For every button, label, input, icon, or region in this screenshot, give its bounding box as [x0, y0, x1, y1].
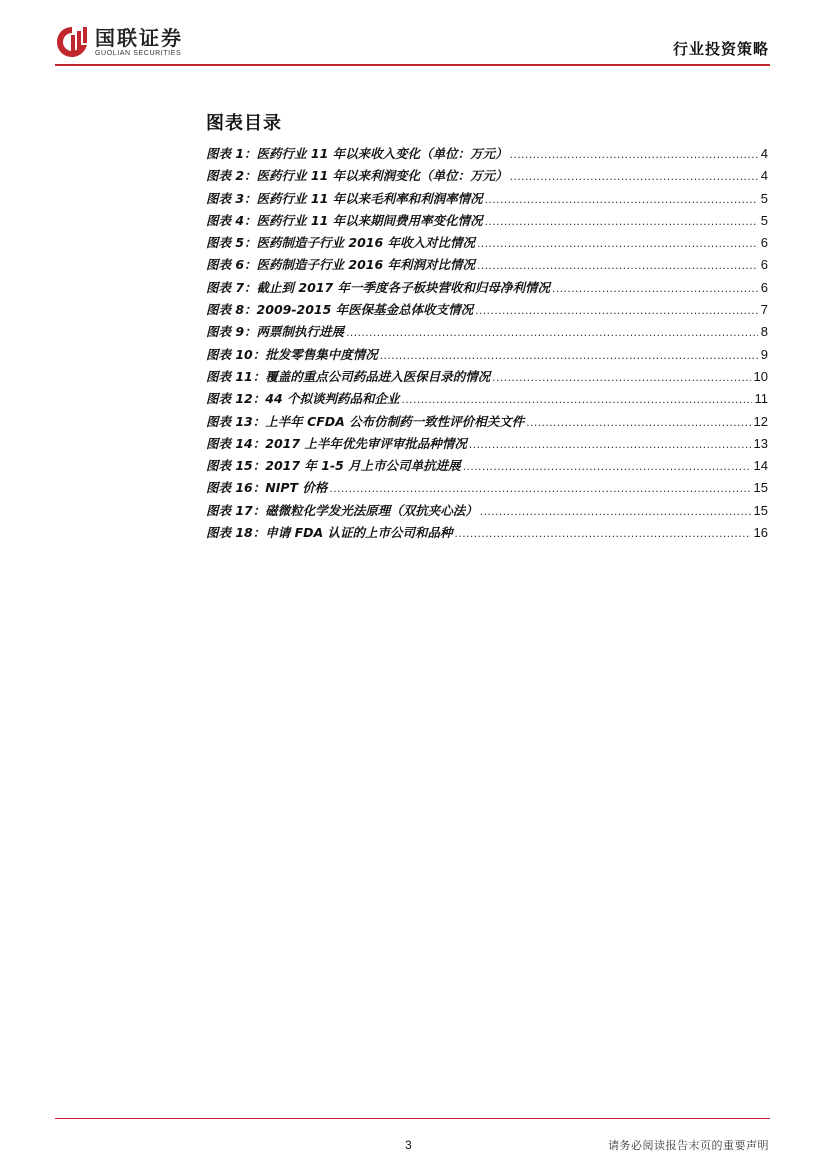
toc-item[interactable] [206, 344, 768, 366]
toc-item-label: 图表 2：医药行业 11 年以来利润变化（单位：万元） [206, 168, 508, 184]
toc-leader-dots [480, 500, 751, 522]
toc-item[interactable] [206, 210, 768, 232]
toc-leader-dots [477, 254, 758, 276]
toc-item-label: 图表 3：医药行业 11 年以来毛利率和利润率情况 [206, 190, 483, 206]
toc-item[interactable] [206, 321, 768, 343]
toc-item[interactable] [206, 411, 768, 433]
toc-leader-dots [469, 433, 751, 455]
toc-leader-dots [510, 143, 758, 165]
toc-item[interactable] [206, 388, 768, 410]
toc-item-label: 图表 17：磁微粒化学发光法原理（双抗夹心法） [206, 502, 478, 518]
page-header [0, 0, 827, 70]
toc-item-label: 图表 7：截止到 2017 年一季度各子板块营收和归母净利情况 [206, 279, 551, 295]
toc-item-page: 10 [753, 368, 768, 384]
toc-item[interactable] [206, 232, 768, 254]
toc-item[interactable] [206, 299, 768, 321]
company-logo [55, 22, 225, 62]
toc-item[interactable] [206, 143, 768, 165]
toc-list [206, 143, 768, 544]
toc-item-label: 图表 16：NIPT 价格 [206, 480, 328, 496]
toc-item-page: 12 [753, 413, 768, 429]
toc-item-label: 图表 6：医药制造子行业 2016 年利润对比情况 [206, 257, 476, 273]
toc-item-label: 图表 18：申请 FDA 认证的上市公司和品种 [206, 525, 453, 541]
toc-leader-dots [485, 210, 758, 232]
toc-item-page: 11 [754, 391, 768, 407]
toc-leader-dots [463, 455, 751, 477]
toc-item-page: 14 [753, 458, 768, 474]
toc-item-page: 5 [760, 190, 768, 206]
toc-item[interactable] [206, 188, 768, 210]
toc-item[interactable] [206, 522, 768, 544]
toc-title: 图表目录 [206, 113, 282, 134]
toc-leader-dots [380, 344, 758, 366]
toc-item-page: 16 [753, 525, 768, 541]
toc-item-label: 图表 8：2009-2015 年医保基金总体收支情况 [206, 302, 474, 318]
toc-leader-dots [526, 411, 750, 433]
toc-leader-dots [477, 232, 758, 254]
toc-item-label: 图表 5：医药制造子行业 2016 年收入对比情况 [206, 235, 476, 251]
logo-chinese-name: 国联证券 [95, 25, 183, 50]
toc-item-label: 图表 11：覆盖的重点公司药品进入医保目录的情况 [206, 368, 491, 384]
toc-leader-dots [552, 277, 758, 299]
page-number: 3 [405, 1138, 412, 1152]
footer-divider [55, 1118, 770, 1119]
toc-leader-dots [402, 388, 752, 410]
toc-item-page: 6 [760, 235, 768, 251]
toc-item-page: 15 [753, 502, 768, 518]
toc-item[interactable] [206, 165, 768, 187]
toc-item[interactable] [206, 277, 768, 299]
toc-leader-dots [475, 299, 758, 321]
toc-item[interactable] [206, 477, 768, 499]
toc-item-page: 5 [760, 212, 768, 228]
report-type: 行业投资策略 [672, 40, 769, 58]
toc-item-page: 4 [760, 146, 768, 161]
toc-leader-dots [329, 477, 750, 499]
toc-item[interactable] [206, 366, 768, 388]
toc-item-page: 9 [760, 346, 768, 362]
toc-item[interactable] [206, 433, 768, 455]
toc-item-page: 6 [760, 257, 768, 273]
toc-item-label: 图表 10：批发零售集中度情况 [206, 346, 378, 362]
toc-item-label: 图表 14：2017 上半年优先审评审批品种情况 [206, 435, 467, 451]
toc-item-label: 图表 9：两票制执行进展 [206, 324, 345, 340]
footer-disclaimer: 请务必阅读报告末页的重要声明 [608, 1139, 769, 1152]
toc-item[interactable] [206, 455, 768, 477]
toc-item-page: 6 [760, 279, 768, 295]
logo-text [95, 27, 183, 58]
toc-item-page: 13 [753, 435, 768, 451]
toc-item-label: 图表 4：医药行业 11 年以来期间费用率变化情况 [206, 212, 483, 228]
toc-item-page: 4 [760, 168, 768, 184]
toc-item-label: 图表 1：医药行业 11 年以来收入变化（单位：万元） [206, 146, 508, 161]
toc-item[interactable] [206, 500, 768, 522]
toc-leader-dots [510, 165, 758, 187]
toc-leader-dots [455, 522, 751, 544]
header-divider [55, 64, 770, 66]
toc-item-label: 图表 15：2017 年 1-5 月上市公司单抗进展 [206, 458, 461, 474]
toc-item[interactable] [206, 254, 768, 276]
toc-item-page: 8 [760, 324, 768, 340]
logo-english-name: GUOLIAN SECURITIES [95, 49, 182, 57]
toc-leader-dots [485, 188, 758, 210]
toc-item-label: 图表 13：上半年 CFDA 公布仿制药一致性评价相关文件 [206, 413, 525, 429]
toc-leader-dots [492, 366, 750, 388]
toc-item-page: 15 [753, 480, 768, 496]
toc-item-page: 7 [760, 302, 768, 318]
toc-leader-dots [346, 321, 758, 343]
guolian-logo-icon [55, 25, 89, 59]
toc-item-label: 图表 12：44 个拟谈判药品和企业 [206, 391, 400, 407]
